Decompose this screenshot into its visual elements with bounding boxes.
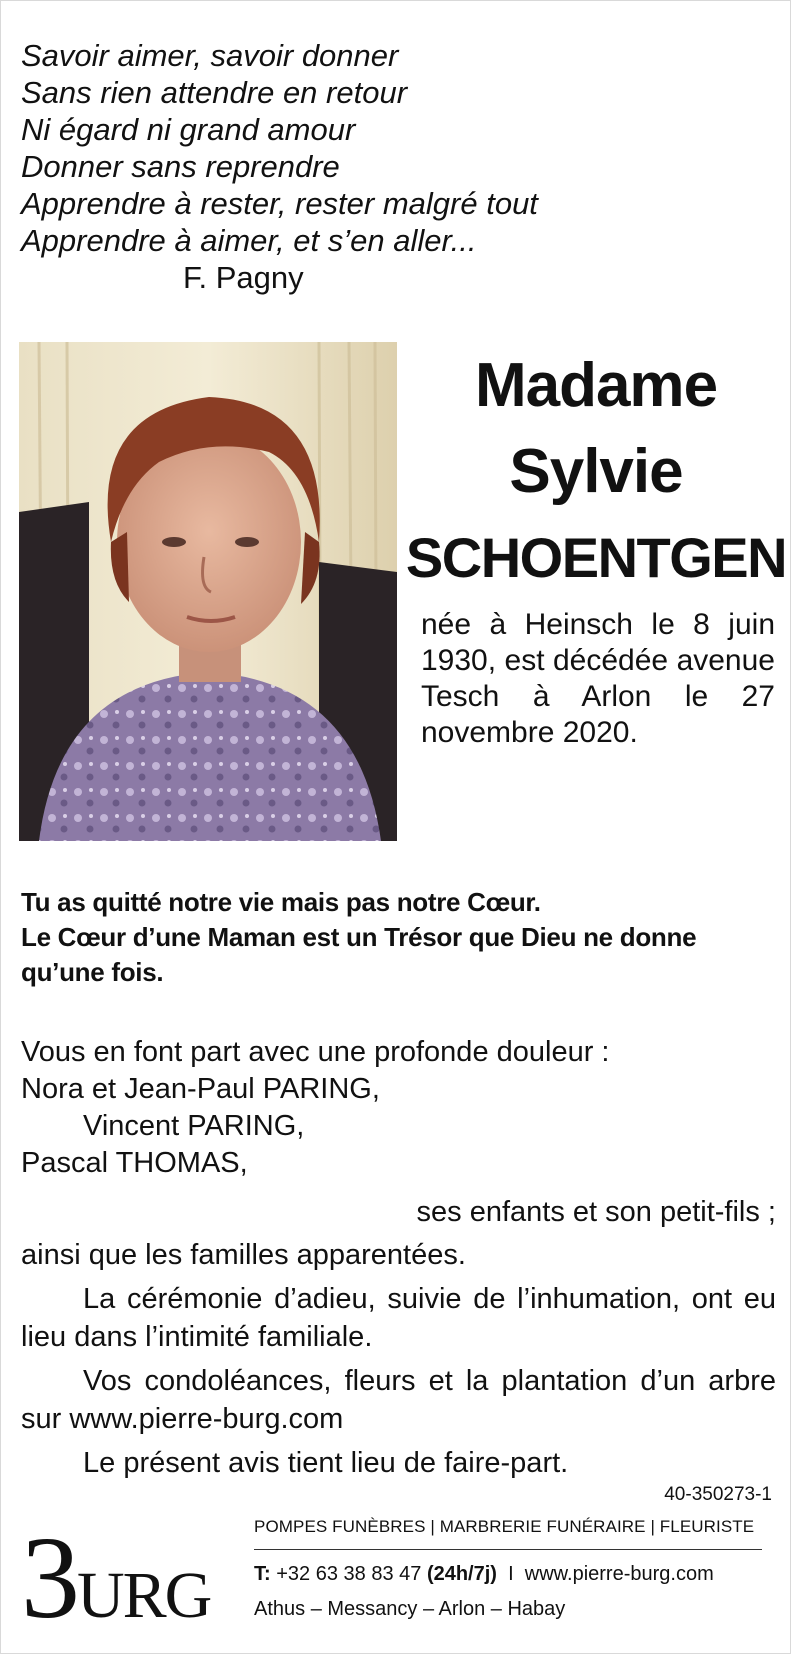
ceremony-paragraph: La cérémonie d’adieu, suivie de l’inhumation, ont eu lieu dans l’intimité familiale. xyxy=(21,1283,776,1353)
deceased-title: Madame xyxy=(474,351,718,420)
footer-divider xyxy=(254,1549,762,1550)
phone-hours: (24h/7j) xyxy=(426,1563,497,1585)
poem xyxy=(21,37,538,296)
notice-line: Le présent avis tient lieu de faire-part. xyxy=(83,1447,569,1479)
website-link[interactable]: www.pierre-burg.com xyxy=(524,1563,714,1585)
family-member: Vincent PARING, xyxy=(83,1110,305,1142)
phone-label: T: xyxy=(254,1563,271,1585)
relatives-line: ainsi que les familles apparentées. xyxy=(21,1239,466,1271)
contact-line xyxy=(254,1563,714,1586)
deceased-name xyxy=(401,343,791,601)
quote-line: Le Cœur d’une Maman est un Trésor que Dieu ne donne qu’une fois. xyxy=(21,922,697,987)
birth-death-details: née à Heinsch le 8 juin 1930, est décédée avenue Tesch à Arlon le 27 novembre 2020. xyxy=(421,608,775,749)
quote-line: Tu as quitté notre vie mais pas notre Cœur. xyxy=(21,887,541,917)
family-member: Pascal THOMAS, xyxy=(21,1147,248,1179)
announcement-text xyxy=(21,1034,776,1482)
intro-line: Vous en font part avec une profonde douleur : xyxy=(21,1036,610,1068)
family-relation: ses enfants et son petit-fils ; xyxy=(416,1196,776,1228)
funeral-services: POMPES FUNÈBRES | MARBRERIE FUNÉRAIRE | FLEURISTE xyxy=(254,1517,755,1536)
funeral-home-towns: Athus – Messancy – Arlon – Habay xyxy=(254,1598,566,1620)
deceased-first-name: Sylvie xyxy=(509,437,683,506)
family-member: Nora et Jean-Paul PARING, xyxy=(21,1073,380,1105)
poem-line: Ni égard ni grand amour xyxy=(21,112,356,147)
burg-logo xyxy=(21,1513,241,1623)
poem-line: Apprendre à aimer, et s’en aller... xyxy=(21,223,477,258)
portrait-image xyxy=(19,342,397,841)
logo-letter-b: 3 xyxy=(21,1513,80,1623)
poem-line: Apprendre à rester, rester malgré tout xyxy=(21,186,538,221)
contact-separator: I xyxy=(508,1563,514,1585)
deceased-surname: SCHOENTGEN xyxy=(405,526,787,589)
poem-line: Savoir aimer, savoir donner xyxy=(21,38,399,73)
reference-number: 40-350273-1 xyxy=(664,1484,772,1505)
portrait-photo xyxy=(19,342,397,841)
poem-line: Donner sans reprendre xyxy=(21,149,340,184)
phone-number: +32 63 38 83 47 xyxy=(276,1563,422,1585)
logo-letters: URG xyxy=(77,1559,211,1623)
tribute-quote xyxy=(21,885,781,990)
poem-line: Sans rien attendre en retour xyxy=(21,75,408,110)
poem-author: F. Pagny xyxy=(183,260,304,295)
condolences-paragraph: Vos condoléances, fleurs et la plantation d’un arbre sur www.pierre-burg.com xyxy=(21,1365,776,1435)
